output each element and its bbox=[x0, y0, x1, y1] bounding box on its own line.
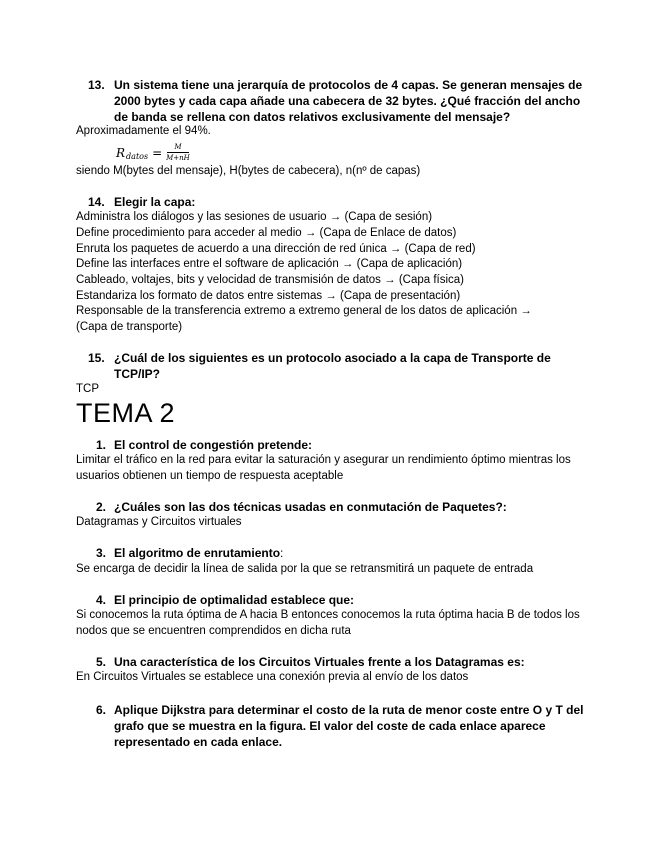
question-number: 5. bbox=[96, 655, 107, 669]
question-text: El principio de optimalidad establece que: bbox=[114, 593, 355, 607]
fraction-bar bbox=[167, 152, 189, 153]
ratio-formula bbox=[116, 143, 190, 162]
answer-13: Aproximadamente el 94%. bbox=[76, 125, 211, 137]
tema2-answer-2: Datagramas y Circuitos virtuales bbox=[76, 516, 242, 528]
question-number: 3. bbox=[96, 546, 107, 560]
question-text-wrap bbox=[88, 545, 588, 561]
formula-numerator: M bbox=[174, 143, 182, 151]
question-text: ¿Cuáles son las dos técnicas usadas en conmutación de Paquetes?: bbox=[114, 500, 507, 514]
question-number: 4. bbox=[96, 593, 107, 607]
layer-line: (Capa de transporte) bbox=[76, 321, 183, 333]
question-number: 6. bbox=[96, 703, 107, 717]
formula-subscript: datos bbox=[126, 152, 149, 161]
tema2-question-6 bbox=[88, 702, 588, 750]
layer-line: Define procedimiento para acceder al medio → (Capa de Enlace de datos) bbox=[76, 227, 457, 239]
question-text: Aplique Dijkstra para determinar el costo de la ruta de menor coste entre O y T del grafo que se muestra en la figura. El valor del coste de cada enlace aparece representado en cada enlace. bbox=[114, 703, 584, 749]
section-heading: TEMA 2 bbox=[76, 398, 176, 428]
tema2-question-3 bbox=[88, 545, 588, 561]
tema2-question-4 bbox=[88, 592, 588, 608]
question-number: 14. bbox=[88, 195, 105, 209]
layer-line: Cableado, voltajes, bits y velocidad de transmisión de datos → (Capa física) bbox=[76, 274, 465, 286]
tema2-answer-1: Limitar el tráfico en la red para evitar la saturación y asegurar un rendimiento óptimo mientras los usuarios obtienen un tiempo de respuesta aceptable bbox=[76, 454, 571, 482]
tema2-question-1 bbox=[88, 437, 588, 453]
tema2-answer-4: Si conocemos la ruta óptima de A hacia B entonces conocemos la ruta óptima hacia B de todos los nodos que se encuentren comprendidos en dicha ruta bbox=[76, 609, 580, 637]
formula-lhs: R bbox=[116, 145, 126, 160]
question-number: 15. bbox=[88, 351, 105, 365]
question-text: Elegir la capa: bbox=[114, 195, 196, 209]
question-text: Una característica de los Circuitos Virtuales frente a los Datagramas es: bbox=[114, 655, 525, 669]
question-number: 1. bbox=[96, 438, 107, 452]
question-number: 2. bbox=[96, 500, 107, 514]
tema2-answer-3: Se encarga de decidir la línea de salida por la que se retransmitirá un paquete de entrada bbox=[76, 563, 534, 575]
question-number: 13. bbox=[88, 78, 105, 92]
layer-line: Administra los diálogos y las sesiones de usuario → (Capa de sesión) bbox=[76, 211, 433, 223]
answer-15: TCP bbox=[76, 383, 99, 395]
layer-line: Define las interfaces entre el software de aplicación → (Capa de aplicación) bbox=[76, 258, 463, 270]
question-15 bbox=[88, 350, 588, 382]
formula-denominator: M+nH bbox=[166, 154, 190, 162]
formula-fraction bbox=[166, 143, 190, 162]
tema2-question-5 bbox=[88, 654, 588, 670]
question-suffix: : bbox=[280, 546, 284, 560]
layer-line: Estandariza los formato de datos entre sistemas → (Capa de presentación) bbox=[76, 290, 461, 302]
question-text: Un sistema tiene una jerarquía de protocolos de 4 capas. Se generan mensajes de 2000 bytes y cada capa añade una cabecera de 32 bytes. ¿Qué fracción del ancho de banda se rellena con datos relativos exclusivamente del mensaje? bbox=[114, 78, 583, 124]
formula-equals: = bbox=[152, 145, 163, 160]
layer-line: Responsable de la transferencia extremo a extremo general de los datos de aplicación → bbox=[76, 305, 532, 317]
question-text: ¿Cuál de los siguientes es un protocolo asociado a la capa de Transporte de TCP/IP? bbox=[114, 351, 551, 381]
layer-line: Enruta los paquetes de acuerdo a una dirección de red única → (Capa de red) bbox=[76, 243, 476, 255]
question-14 bbox=[88, 194, 588, 210]
question-text: El control de congestión pretende: bbox=[114, 438, 313, 452]
question-text: El algoritmo de enrutamiento bbox=[114, 546, 281, 560]
tema2-answer-5: En Circuitos Virtuales se establece una conexión previa al envío de los datos bbox=[76, 671, 469, 683]
question-13 bbox=[88, 77, 588, 125]
formula-note: siendo M(bytes del mensaje), H(bytes de cabecera), n(nº de capas) bbox=[76, 165, 421, 177]
tema2-question-2 bbox=[88, 499, 588, 515]
